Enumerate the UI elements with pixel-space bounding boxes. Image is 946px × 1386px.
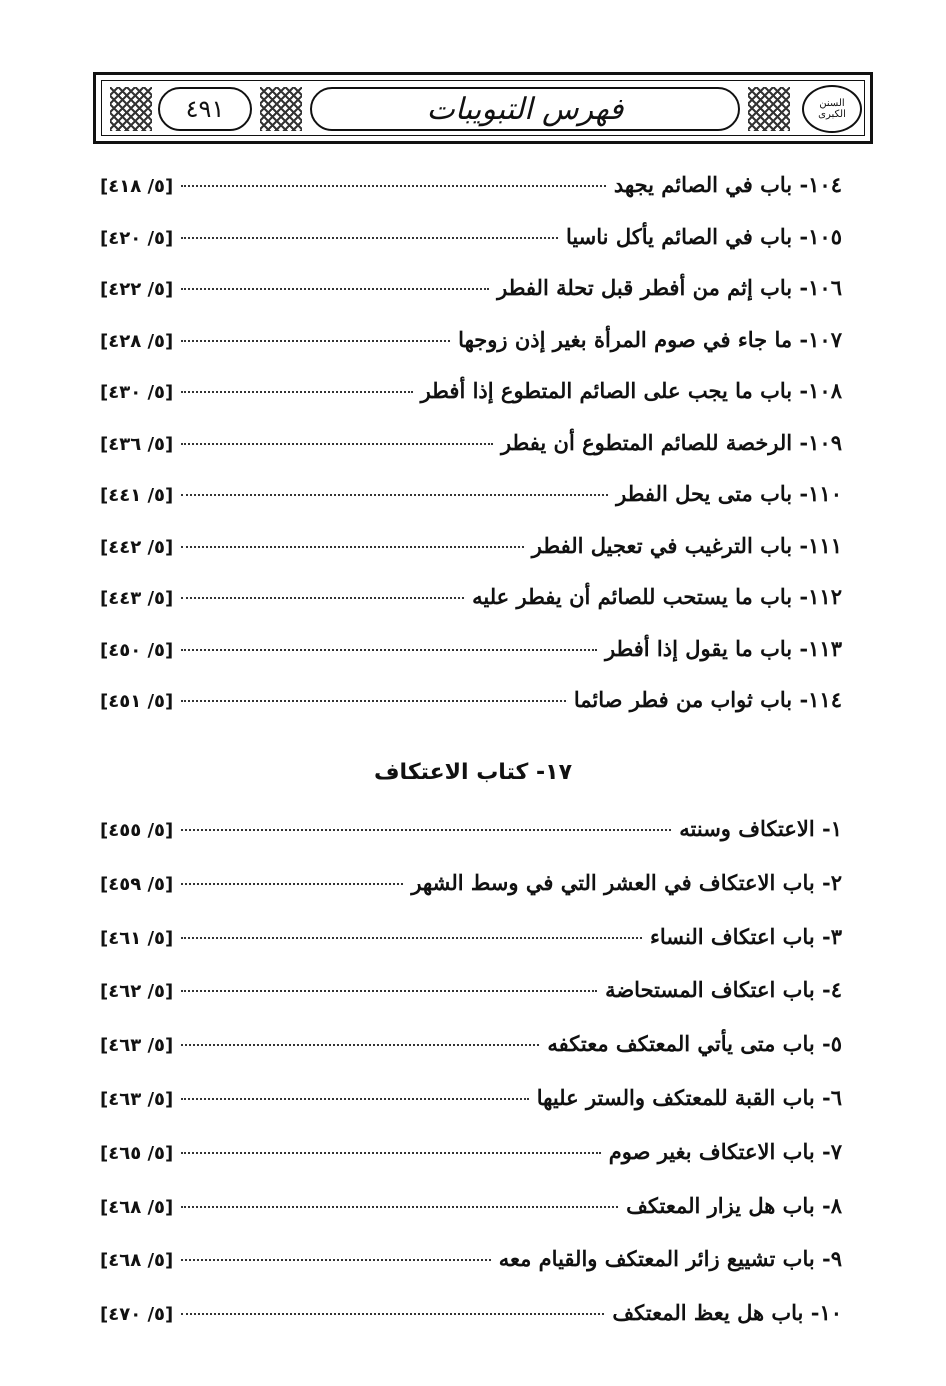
toc-entry [100,1193,842,1229]
dot-leader [181,546,524,548]
dot-leader [181,883,403,885]
logo-text: السنن الكبرى [818,98,846,120]
dot-leader [181,597,464,599]
toc-entry [100,275,842,311]
entry-title: ١٠- باب هل يعظ المعتكف [612,1300,842,1326]
entry-title: ١٠٧- ما جاء في صوم المرأة بغير إذن زوجها [458,326,842,352]
ornament-icon [748,87,790,131]
entry-reference: [٥/ ٤٤٣] [100,588,174,609]
toc-entry [100,1031,842,1067]
toc-entry [100,636,842,672]
dot-leader [181,990,597,992]
entry-reference: [٥/ ٤٢٠] [100,227,174,249]
entry-title: ١- الاعتكاف وسنته [679,816,842,841]
entry-title: ٩- باب تشييع زائر المعتكف والقيام معه [498,1246,842,1272]
toc-entry [100,1300,842,1336]
dot-leader [181,1206,618,1208]
dot-leader [181,494,608,496]
page-number-cartouche [158,87,252,131]
toc-entry [100,1246,842,1282]
entry-title: ٦- باب القبة للمعتكف والستر عليها [536,1085,842,1110]
entry-title: ٢- باب الاعتكاف في العشر التي في وسط الشهر [411,869,842,895]
entry-title: ١١٢- باب ما يستحب للصائم أن يفطر عليه [472,584,842,609]
entry-title: ١٠٩- الرخصة للصائم المتطوع أن يفطر [500,429,842,455]
entry-title: ٥- باب متى يأتي المعتكف معتكفه [547,1031,842,1057]
dot-leader [181,1044,539,1046]
entry-reference: [٥/ ٤٦٣] [100,1035,174,1057]
dot-leader [181,1259,490,1261]
page-number: ٤٩١ [185,95,225,123]
dot-leader [181,391,412,393]
toc-entry [100,430,842,466]
ornament-icon [110,87,152,131]
toc-entry [100,1085,842,1121]
toc-entry [100,533,842,569]
entry-title: ١١٣- باب ما يقول إذا أفطر [604,635,842,661]
entry-reference: [٥/ ٤٦٢] [100,981,174,1003]
page-header [93,72,873,144]
entry-title: ٧- باب الاعتكاف بغير صوم [608,1138,842,1164]
entry-title: ٤- باب اعتكاف المستحاضة [605,977,842,1003]
toc-entry [100,924,842,960]
dot-leader [181,937,642,939]
entry-title: ٣- باب اعتكاف النساء [650,923,842,949]
toc-entry [100,327,842,363]
toc-entry [100,224,842,260]
dot-leader [181,237,558,239]
entry-reference: [٥/ ٤٦١] [100,927,174,949]
toc-entry [100,1139,842,1175]
entry-reference: [٥/ ٤٧٠] [100,1304,174,1326]
dot-leader [181,1313,604,1315]
entry-reference: [٥/ ٤٦٥] [100,1142,174,1164]
ornament-icon [260,87,302,131]
entry-reference: [٥/ ٤٣٦] [100,433,174,455]
book-logo [802,85,862,133]
entry-title: ٨- باب هل يزار المعتكف [626,1192,842,1218]
entry-reference: [٥/ ٤٤٢] [100,536,174,558]
dot-leader [181,829,671,831]
dot-leader [181,1152,600,1154]
running-title: فهرس التبويبات [426,91,624,127]
dot-leader [181,443,493,445]
entry-title: ١١٠- باب متى يحل الفطر [616,481,842,506]
dot-leader [181,649,597,651]
entry-reference: [٥/ ٤٦٨] [100,1196,174,1218]
entry-title: ١٠٥- باب في الصائم يأكل ناسيا [565,223,842,249]
toc-entry [100,816,842,852]
entry-reference: [٥/ ٤٤١] [100,485,174,506]
dot-leader [181,185,606,187]
dot-leader [181,700,566,702]
header-inner-frame [101,80,865,136]
entry-title: ١٠٨- باب ما يجب على الصائم المتطوع إذا أفطر [420,378,842,403]
toc-entry [100,687,842,723]
entry-title: ١١١- باب الترغيب في تعجيل الفطر [531,532,842,558]
entry-reference: [٥/ ٤١٨] [100,176,174,197]
entry-reference: [٥/ ٤٦٣] [100,1089,174,1110]
toc-entry [100,584,842,620]
dot-leader [181,1098,528,1100]
toc-entry [100,172,842,208]
entry-reference: [٥/ ٤٣٠] [100,382,174,403]
entry-title: ١٠٤- باب في الصائم يجهد [613,172,842,197]
entry-reference: [٥/ ٤٥٥] [100,820,174,841]
entry-reference: [٥/ ٤٦٨] [100,1250,174,1272]
dot-leader [181,340,450,342]
toc-entry [100,481,842,517]
entry-reference: [٥/ ٤٥٩] [100,873,174,895]
dot-leader [181,288,489,290]
entry-title: ١٠٦- باب إثم من أفطر قبل تحلة الفطر [497,275,842,300]
entry-reference: [٥/ ٤٢٢] [100,279,174,300]
entry-reference: [٥/ ٤٥٠] [100,639,174,661]
toc-entry [100,977,842,1013]
entry-reference: [٥/ ٤٥١] [100,691,174,712]
entry-title: ١١٤- باب ثواب من فطر صائما [573,687,842,712]
toc-entry [100,870,842,906]
section-heading: ١٧- كتاب الاعتكاف [374,760,572,785]
entry-reference: [٥/ ٤٢٨] [100,330,174,352]
toc-entry [100,378,842,414]
running-title-cartouche [310,87,740,131]
